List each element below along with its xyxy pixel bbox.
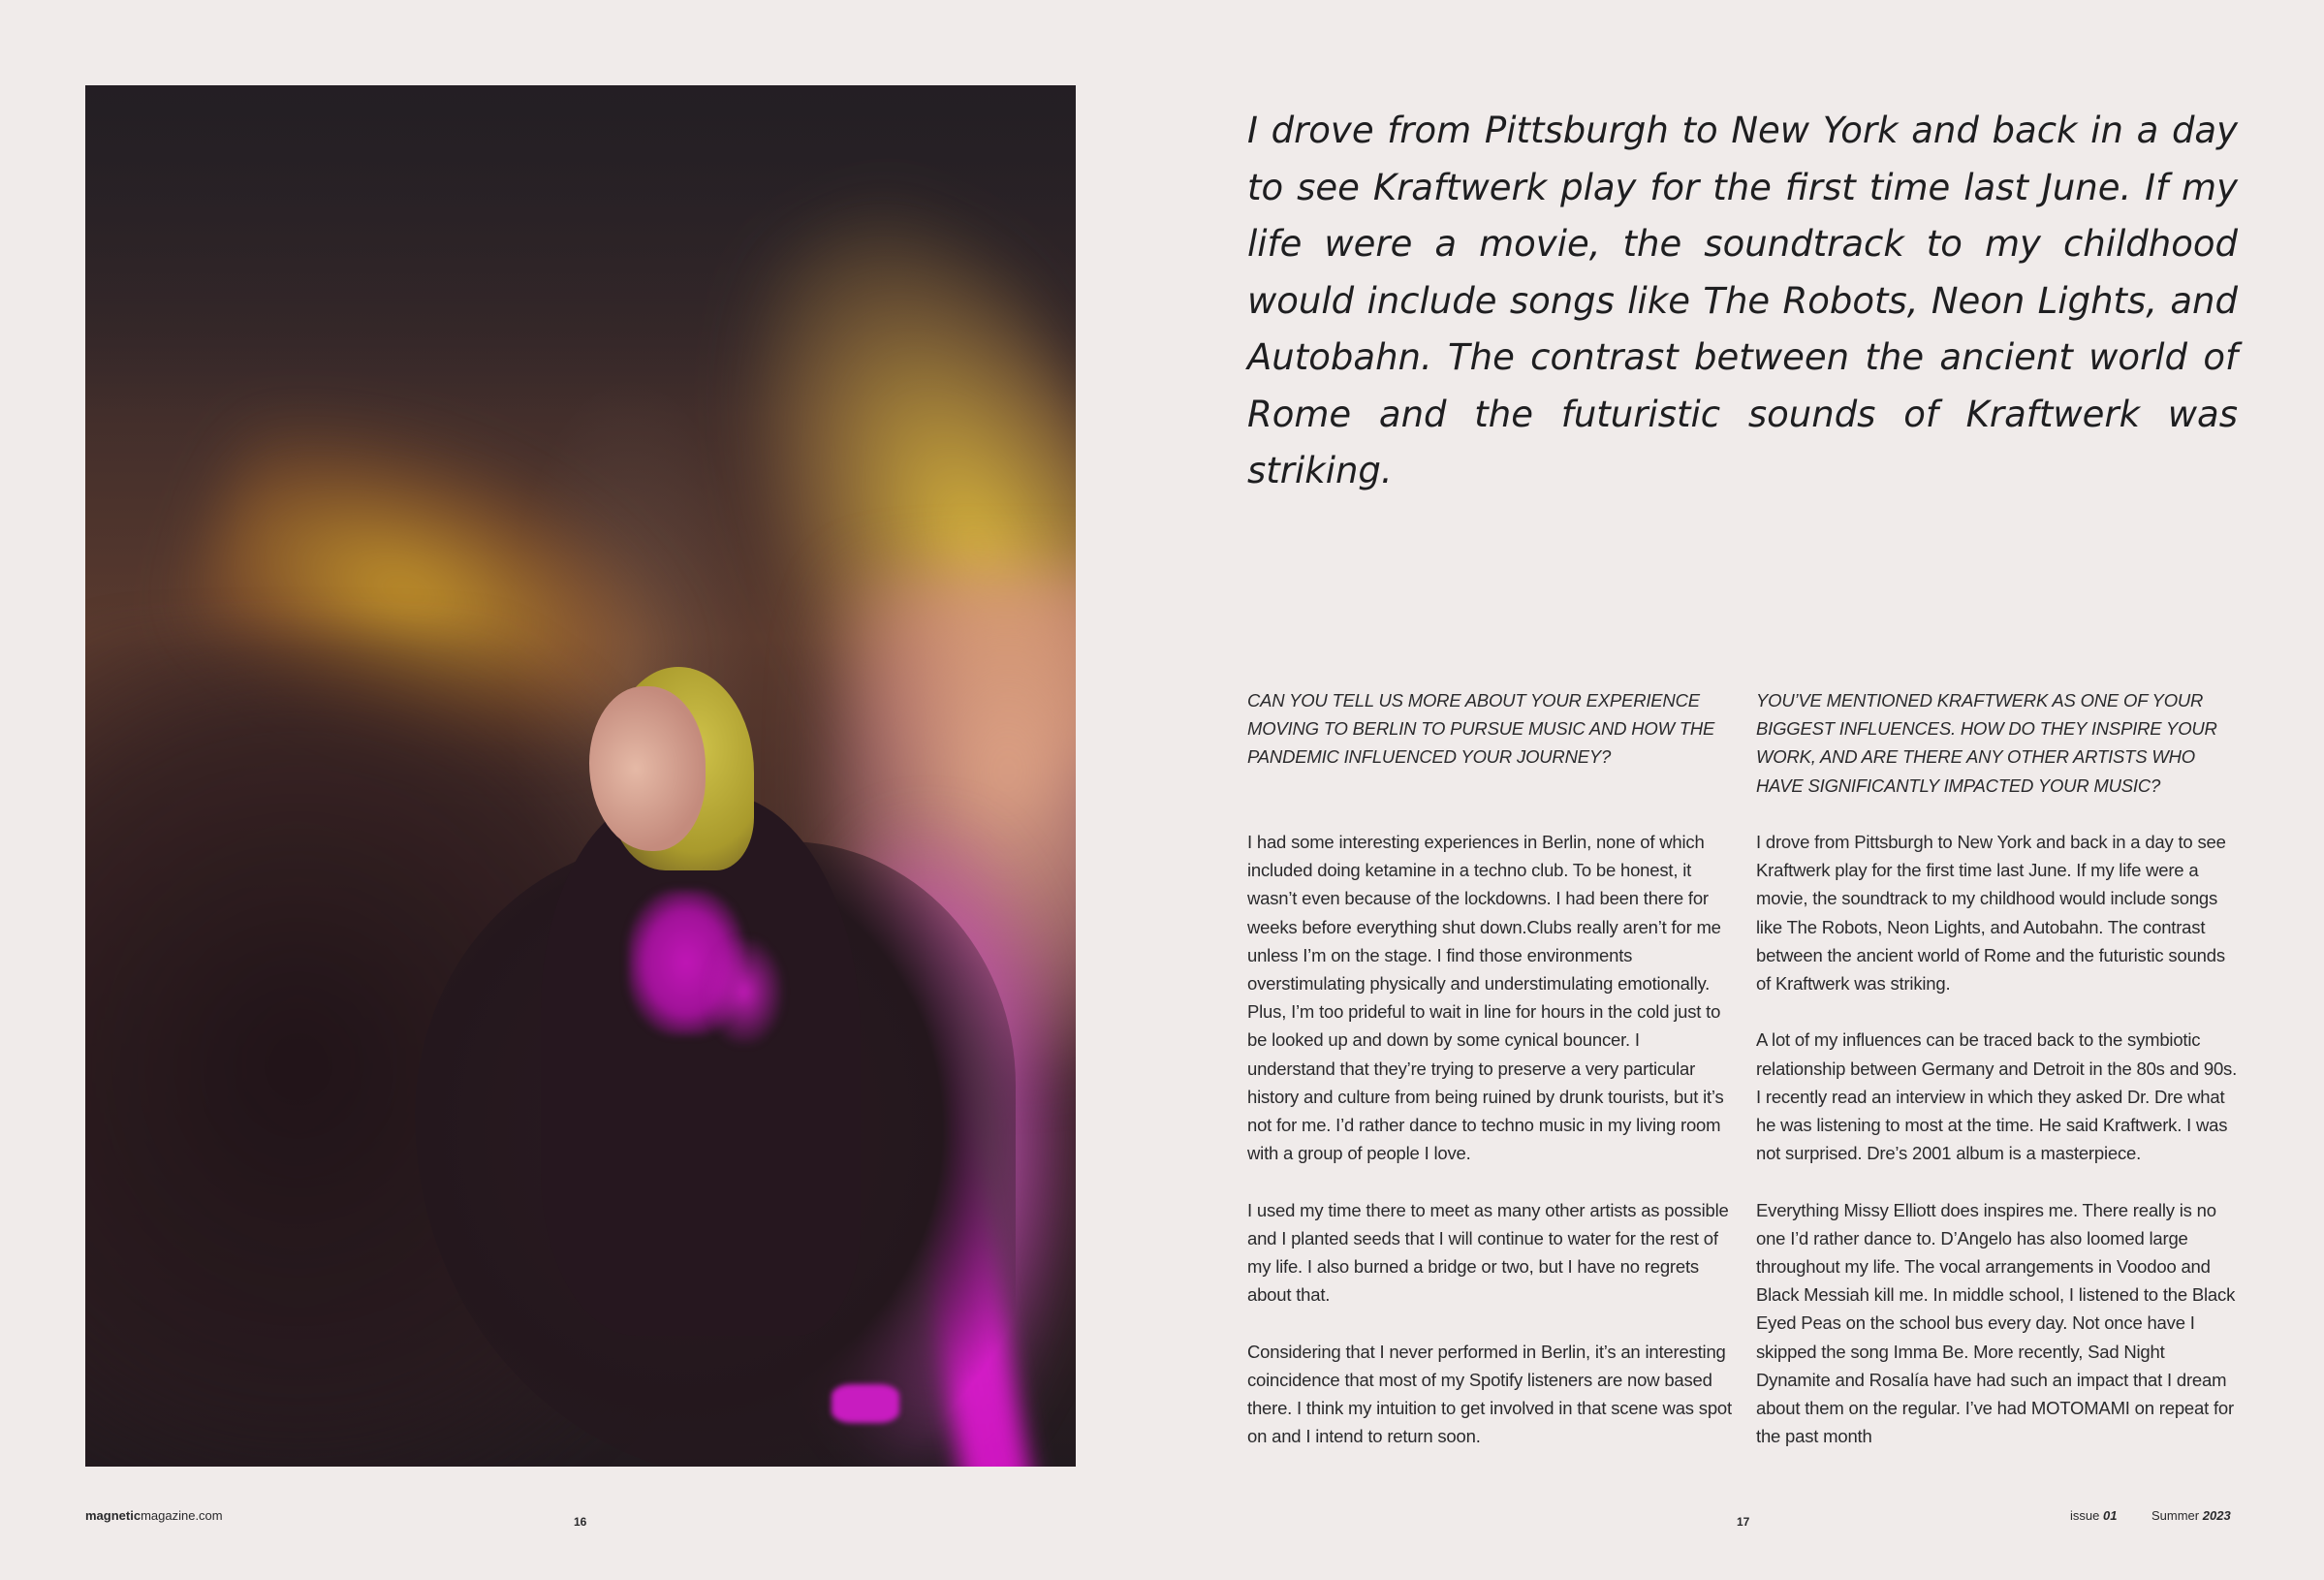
answer-paragraph: I had some interesting experiences in Berlin, none of which included doing ketamine in a techno club. To be honest, it wasn’t even because of the lockdowns. I had been there for weeks before everything shut down.Clubs really aren’t for me unless I’m on the stage. I find those environments overstimulating physically and understimulating emotionally. Plus, I’m too prideful to wait in line for hours in the cold just to be looked up and down by some cynical bouncer. I understand that they’re trying to preserve a very particular history and culture from being ruined by drunk tourists, but it’s not for me. I’d rather dance to techno music in my living room with a group of people I love. — [1247, 832, 1724, 1164]
answer-paragraph: I drove from Pittsburgh to New York and back in a day to see Kraftwerk play for the first time last June. If my life were a movie, the soundtrack to my childhood would include songs like The Robots, Neon Lights, and Autobahn. The contrast between the ancient world of Rome and the futuristic sounds of Kraftwerk was striking. — [1756, 832, 2226, 995]
footer-issue: issue 01 — [2070, 1508, 2118, 1523]
interview-column-right — [1756, 686, 2241, 1447]
answer-paragraph: A lot of my influences can be traced back to the symbiotic relationship between Germany and Detroit in the 80s and 90s. I recently read an interview in which they asked Dr. Dre what he was listening to most at the time. He said Kraftwerk. I was not surprised. Dre’s 2001 album is a masterpiece. — [1756, 1029, 2238, 1164]
interview-question: YOU’VE MENTIONED KRAFTWERK AS ONE OF YOUR BIGGEST INFLUENCES. HOW DO THEY INSPIRE YOUR WORK, AND ARE THERE ANY OTHER ARTISTS WHO HAVE SIGNIFICANTLY IMPACTED YOUR MUSIC? — [1756, 690, 2217, 796]
page-number-left: 16 — [574, 1515, 587, 1529]
answer-paragraph: Everything Missy Elliott does inspires me. There really is no one I’d rather dance to. D’Angelo has also loomed large throughout my life. The vocal arrangements in Voodoo and Black Messiah kill me. In middle school, I listened to the Black Eyed Peas on the school bus every day. Not once have I skipped the song Imma Be. More recently, Sad Night Dynamite and Rosalía have had such an impact that I dream about them on the regular. I’ve had MOTOMAMI on repeat for the past month — [1756, 1199, 2236, 1447]
answer-block — [1247, 828, 1732, 1450]
interview-column-left — [1247, 686, 1732, 1447]
pull-quote: I drove from Pittsburgh to New York and back in a day to see Kraftwerk play for the first time last June. If my life were a movie, the soundtrack to my childhood would include songs like The Robots, Neon Lights, and Autobahn. The contrast between the ancient world of Rome and the futuristic sounds of Kraftwerk was striking. — [1247, 110, 2238, 491]
answer-paragraph: I used my time there to meet as many other artists as possible and I planted seeds that I will continue to water for the rest of my life. I also burned a bridge or two, but I have no regrets about that. — [1247, 1199, 1729, 1306]
footer-website[interactable]: magneticmagazine.com — [85, 1508, 223, 1523]
footer-season: Summer 2023 — [2151, 1508, 2231, 1523]
answer-paragraph: Considering that I never performed in Berlin, it’s an interesting coincidence that most of my Spotify listeners are now based there. I think my intuition to get involved in that scene was spot on and I intend to return soon. — [1247, 1341, 1732, 1447]
interview-question: CAN YOU TELL US MORE ABOUT YOUR EXPERIENCE MOVING TO BERLIN TO PURSUE MUSIC AND HOW THE PANDEMIC INFLUENCED YOUR JOURNEY? — [1247, 690, 1715, 768]
portrait-photo — [85, 85, 1076, 1467]
answer-block — [1756, 828, 2241, 1450]
page-number-right: 17 — [1737, 1515, 1750, 1529]
